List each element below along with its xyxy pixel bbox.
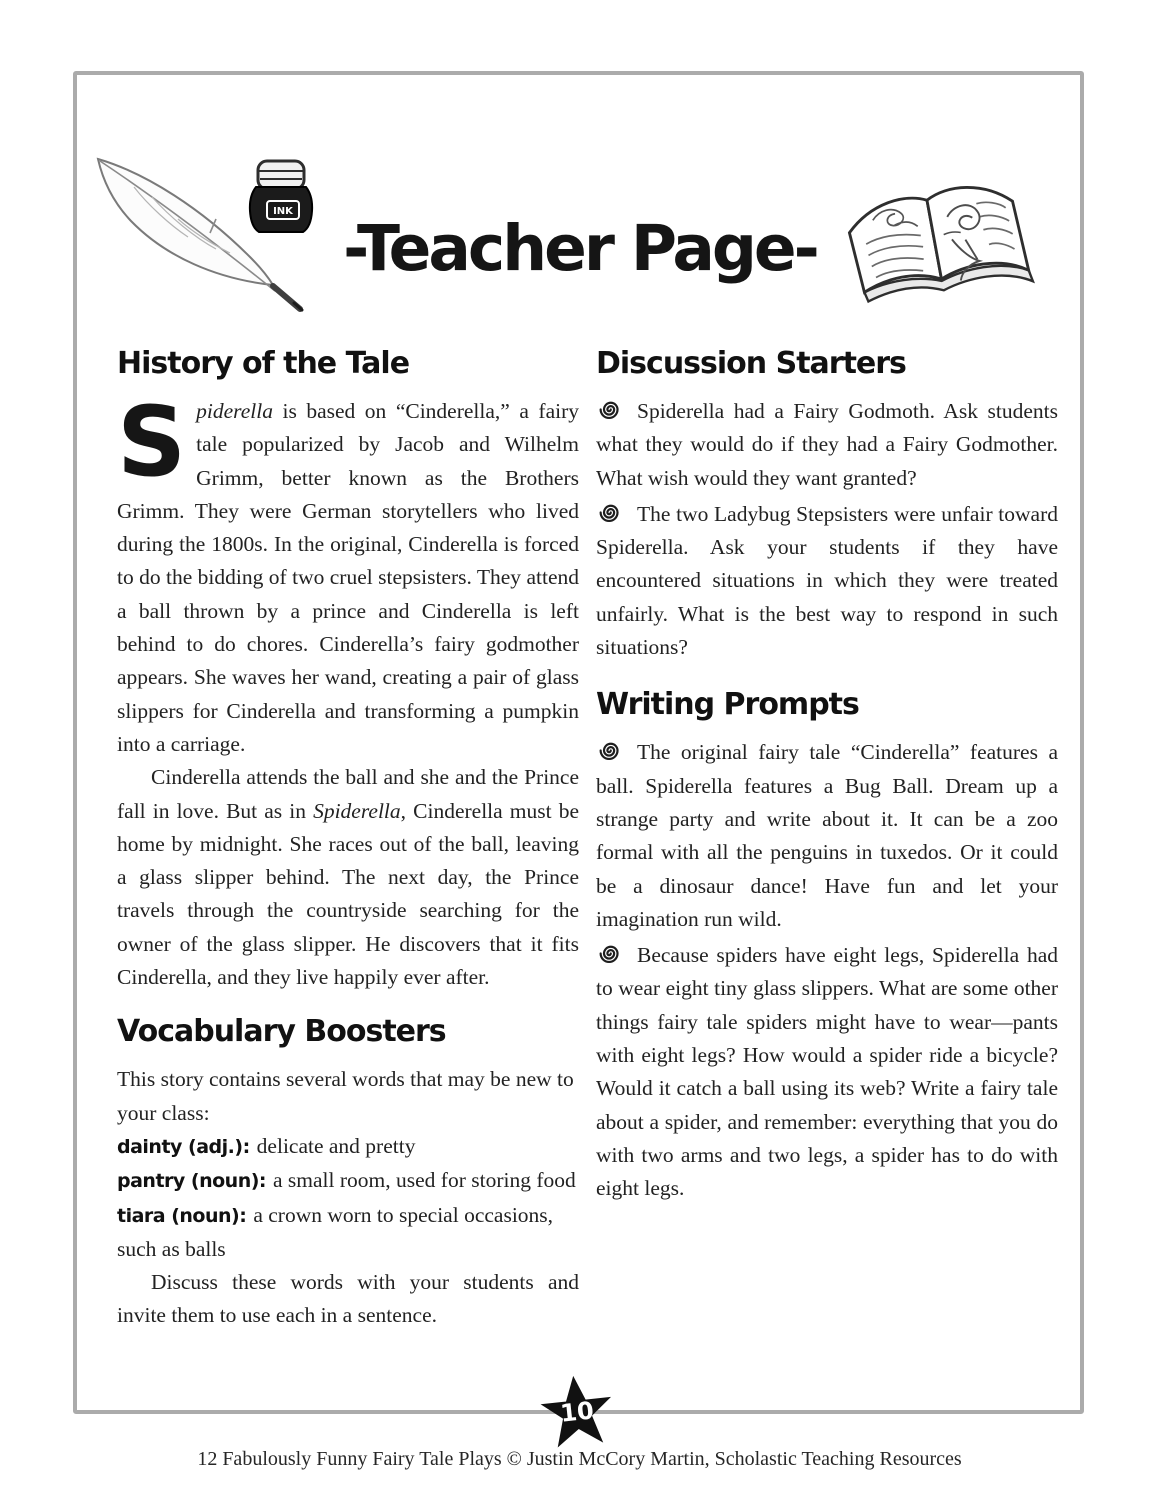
vocab-entry-tiara — [117, 1199, 579, 1267]
quill-and-ink-icon — [82, 145, 322, 323]
writing-item-text: Because spiders have eight legs, Spiderella had to wear eight tiny glass slippers. What are some other things fairy tale spiders might have to wear—pants with eight legs? How would a spider ride a bicycle? Would it catch a ball using its web? Write a fairy tale about a spider, and remember: everything that you do with two arms and two legs, a spider has to do with eight legs. — [596, 943, 1058, 1201]
ink-bottle — [250, 161, 312, 232]
drop-cap: S — [117, 386, 187, 498]
spiral-bullet-icon — [596, 396, 623, 423]
vocab-term: dainty (adj.): — [117, 1135, 250, 1158]
discussion-item-text: Spiderella had a Fairy Godmoth. Ask students what they would do if they had a Fairy Godmother. What wish would they want granted? — [596, 399, 1058, 490]
discussion-item — [596, 395, 1058, 495]
writing-item — [596, 736, 1058, 936]
page-number-star — [540, 1374, 614, 1450]
vocab-entry-dainty — [117, 1130, 579, 1164]
discussion-item-text: The two Ladybug Stepsisters were unfair toward Spiderella. Ask your students if they have encountered situations in which they were treated unfairly. What is the best way to respond in such situations? — [596, 501, 1058, 660]
vocabulary-heading: Vocabulary Boosters — [117, 1014, 446, 1050]
ink-bottle-label: INK — [273, 206, 293, 217]
page-title: -Teacher Page- — [343, 211, 817, 285]
writing-item — [596, 939, 1058, 1205]
history-p2-italic: Spiderella — [313, 798, 401, 823]
history-p1-italic: piderella — [196, 399, 273, 423]
history-paragraph-2 — [117, 761, 579, 994]
vocab-definition: a crown worn to special occasions, such as balls — [117, 1202, 554, 1261]
open-book-icon — [838, 163, 1038, 323]
history-heading: History of the Tale — [117, 346, 410, 381]
vocab-entry-pantry — [117, 1164, 579, 1198]
vocab-term: tiara (noun): — [117, 1204, 247, 1227]
history-p2-text-b: , Cinderella must be home by midnight. She races out of the ball, leaving a glass slipper behind. The next day, the Prince travels through the countryside searching for the owner of the glass slipper. He discovers that it fits Cinderella, and they live happily ever after. — [117, 798, 579, 990]
discussion-heading: Discussion Starters — [596, 346, 906, 381]
writing-item-text: The original fairy tale “Cinderella” features a ball. Spiderella features a Bug Ball. Dream up a strange party and write about it. It can be a zoo formal with all the penguins in tuxedos. Or it could be a dinosaur dance! Have fun and let your imagination run wild. — [596, 740, 1058, 931]
spiral-bullet-icon — [596, 499, 623, 526]
history-p2-text-a: Cinderella attends the ball and she and the Prince fall in love. But as in — [117, 765, 579, 823]
page-number: 10 — [558, 1396, 596, 1428]
discussion-item — [596, 498, 1058, 664]
writing-heading: Writing Prompts — [596, 687, 859, 723]
vocab-definition: delicate and pretty — [256, 1133, 416, 1158]
vocab-term: pantry (noun): — [117, 1170, 266, 1193]
vocab-definition: a small room, used for storing food — [273, 1168, 576, 1193]
left-column — [117, 342, 579, 1333]
spiral-bullet-icon — [596, 940, 623, 967]
vocabulary-intro: This story contains several words that may be new to your class: — [117, 1067, 574, 1125]
history-p1-text: is based on “Cinderella,” a fairy tale popularized by Jacob and Wilhelm Grimm, better known as the Brothers Grimm. They were German storytellers who lived during the 1800s. In the original, Cinderella is forced to do the bidding of two cruel stepsisters. They attend a ball thrown by a prince and Cinderella is left behind to do chores. Cinderella’s fairy godmother appears. She waves her wand, creating a pair of glass slippers for Cinderella and transforming a pumpkin into a carriage. — [117, 399, 579, 756]
footer-credit: 12 Fabulously Funny Fairy Tale Plays © Justin McCory Martin, Scholastic Teaching Resources — [197, 1448, 962, 1470]
spiral-bullet-icon — [596, 737, 623, 764]
right-column — [596, 342, 1058, 1209]
history-paragraph-1 — [117, 386, 579, 761]
vocabulary-outro: Discuss these words with your students and invite them to use each in a sentence. — [117, 1270, 579, 1328]
